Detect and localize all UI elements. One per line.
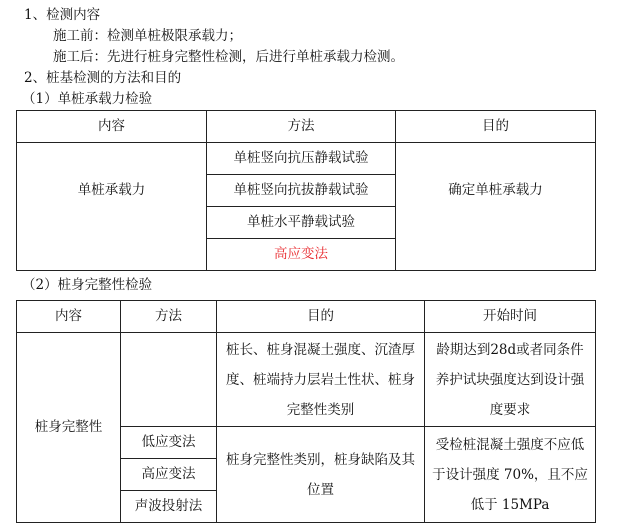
table2-caption: （2）桩身完整性检验: [22, 277, 153, 293]
method-cell: 单桩竖向抗压静载试验: [207, 143, 396, 175]
method-cell: [121, 333, 217, 427]
header-purpose: 目的: [396, 111, 596, 143]
after-construction-text: 施工后：先进行桩身完整性检测，后进行单桩承载力检测。: [53, 49, 404, 65]
content-cell: 单桩承载力: [17, 143, 207, 271]
header-method: 方法: [121, 301, 217, 333]
purpose-cell: 桩身完整性类别，桩身缺陷及其位置: [217, 427, 425, 523]
header-start-time: 开始时间: [425, 301, 596, 333]
content-cell: 桩身完整性: [17, 333, 121, 523]
method-cell: 低应变法: [121, 427, 217, 459]
header-purpose: 目的: [217, 301, 425, 333]
section1-title: 1、检测内容: [24, 7, 101, 23]
method-cell: 单桩竖向抗拔静载试验: [207, 175, 396, 207]
section2-title: 2、桩基检测的方法和目的: [24, 70, 182, 86]
method-cell: 单桩水平静载试验: [207, 207, 396, 239]
header-method: 方法: [207, 111, 396, 143]
method-cell: 声波投射法: [121, 491, 217, 523]
start-time-cell: 龄期达到28d或者同条件养护试块强度达到设计强度要求: [425, 333, 596, 427]
header-content: 内容: [17, 301, 121, 333]
before-construction-text: 施工前：检测单桩极限承载力；: [53, 28, 242, 44]
header-content: 内容: [17, 111, 207, 143]
purpose-cell: 桩长、桩身混凝土强度、沉渣厚度、桩端持力层岩土性状、桩身完整性类别: [217, 333, 425, 427]
integrity-table: [16, 300, 596, 523]
start-time-cell: 受检桩混凝土强度不应低于设计强度 70%，且不应低于 15MPa: [425, 427, 596, 523]
method-cell-highlighted: 高应变法: [207, 239, 396, 271]
method-cell: 高应变法: [121, 459, 217, 491]
table1-caption: （1）单桩承载力检验: [22, 91, 153, 107]
bearing-capacity-table: [16, 110, 596, 271]
purpose-cell: 确定单桩承载力: [396, 143, 596, 271]
